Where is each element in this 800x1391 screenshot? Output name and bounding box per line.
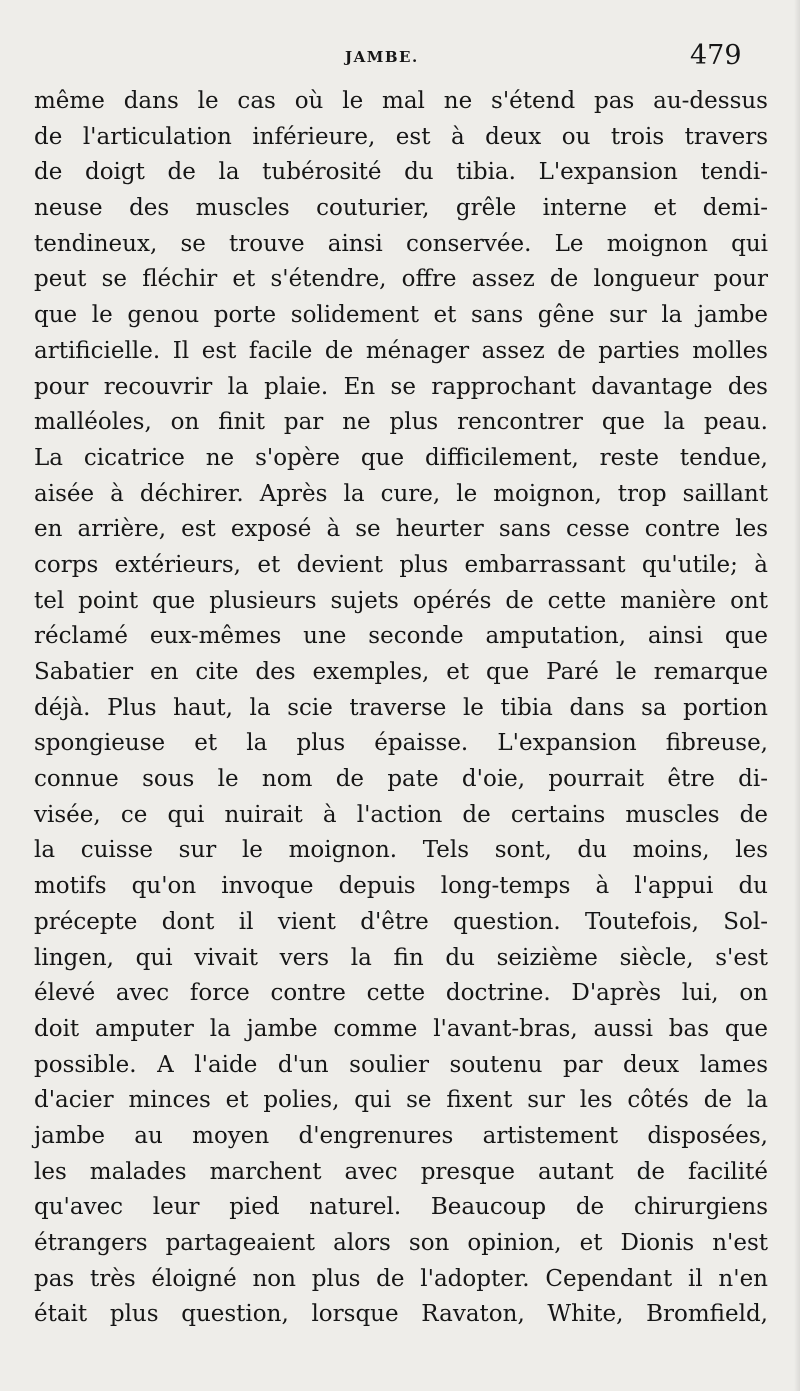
text-line: les malades marchent avec presque autant de facilité bbox=[34, 1158, 768, 1185]
text-line: même dans le cas où le mal ne s'étend pas au-dessus bbox=[34, 88, 768, 114]
page-number: 479 bbox=[690, 40, 742, 71]
text-line: motifs qu'on invoque depuis long-temps à l'appui du bbox=[34, 873, 768, 900]
body-text bbox=[34, 84, 768, 1333]
text-line: la cuisse sur le moignon. Tels sont, du moins, les bbox=[34, 837, 768, 864]
text-line: lingen, qui vivait vers la fin du seizième siècle, s'est bbox=[34, 944, 768, 971]
text-line: doit amputer la jambe comme l'avant-bras, aussi bas que bbox=[34, 1015, 768, 1042]
text-line: connue sous le nom de pate d'oie, pourrait être di- bbox=[34, 766, 768, 793]
text-line: La cicatrice ne s'opère que difficilement, reste tendue, bbox=[34, 444, 768, 471]
running-title: JAMBE. bbox=[345, 48, 419, 66]
text-line: élevé avec force contre cette doctrine. D'après lui, on bbox=[34, 980, 768, 1007]
text-line: spongieuse et la plus épaisse. L'expansion fibreuse, bbox=[34, 730, 768, 757]
text-line: tendineux, se trouve ainsi conservée. Le moignon qui bbox=[34, 230, 768, 257]
text-line: artificielle. Il est facile de ménager assez de parties molles bbox=[34, 337, 768, 364]
text-line: Sabatier en cite des exemples, et que Paré le remarque bbox=[34, 659, 768, 685]
text-line: pour recouvrir la plaie. En se rapprochant davantage des bbox=[34, 373, 768, 400]
text-line: pas très éloigné non plus de l'adopter. Cependant il n'en bbox=[34, 1265, 768, 1292]
text-line: réclamé eux-mêmes une seconde amputation, ainsi que bbox=[34, 623, 768, 650]
text-line: jambe au moyen d'engrenures artistement disposées, bbox=[34, 1122, 768, 1149]
page-edge-shadow bbox=[794, 0, 800, 1391]
text-line: peut se fléchir et s'étendre, offre assez de longueur pour bbox=[34, 266, 768, 293]
text-line: malléoles, on finit par ne plus rencontrer que la peau. bbox=[34, 409, 768, 436]
text-line: aisée à déchirer. Après la cure, le moignon, trop saillant bbox=[34, 480, 768, 507]
text-line: était plus question, lorsque Ravaton, White, Bromfield, bbox=[34, 1301, 768, 1328]
text-line: visée, ce qui nuirait à l'action de certains muscles de bbox=[34, 801, 768, 828]
running-head bbox=[0, 40, 800, 78]
text-line: précepte dont il vient d'être question. Toutefois, Sol- bbox=[34, 908, 768, 935]
text-line: tel point que plusieurs sujets opérés de cette manière ont bbox=[34, 587, 768, 614]
text-line: qu'avec leur pied naturel. Beaucoup de chirurgiens bbox=[34, 1194, 768, 1221]
text-line: que le genou porte solidement et sans gêne sur la jambe bbox=[34, 302, 768, 329]
text-line: possible. A l'aide d'un soulier soutenu par deux lames bbox=[34, 1051, 768, 1078]
text-line: de doigt de la tubérosité du tibia. L'expansion tendi- bbox=[34, 159, 768, 186]
text-line: en arrière, est exposé à se heurter sans cesse contre les bbox=[34, 516, 768, 543]
text-line: déjà. Plus haut, la scie traverse le tibia dans sa portion bbox=[34, 694, 768, 721]
text-line: de l'articulation inférieure, est à deux ou trois travers bbox=[34, 123, 768, 150]
text-line: d'acier minces et polies, qui se fixent sur les côtés de la bbox=[34, 1087, 768, 1114]
text-line: corps extérieurs, et devient plus embarrassant qu'utile; à bbox=[34, 551, 768, 578]
text-line: étrangers partageaient alors son opinion, et Dionis n'est bbox=[34, 1230, 768, 1256]
text-line: neuse des muscles couturier, grêle interne et demi- bbox=[34, 195, 768, 222]
